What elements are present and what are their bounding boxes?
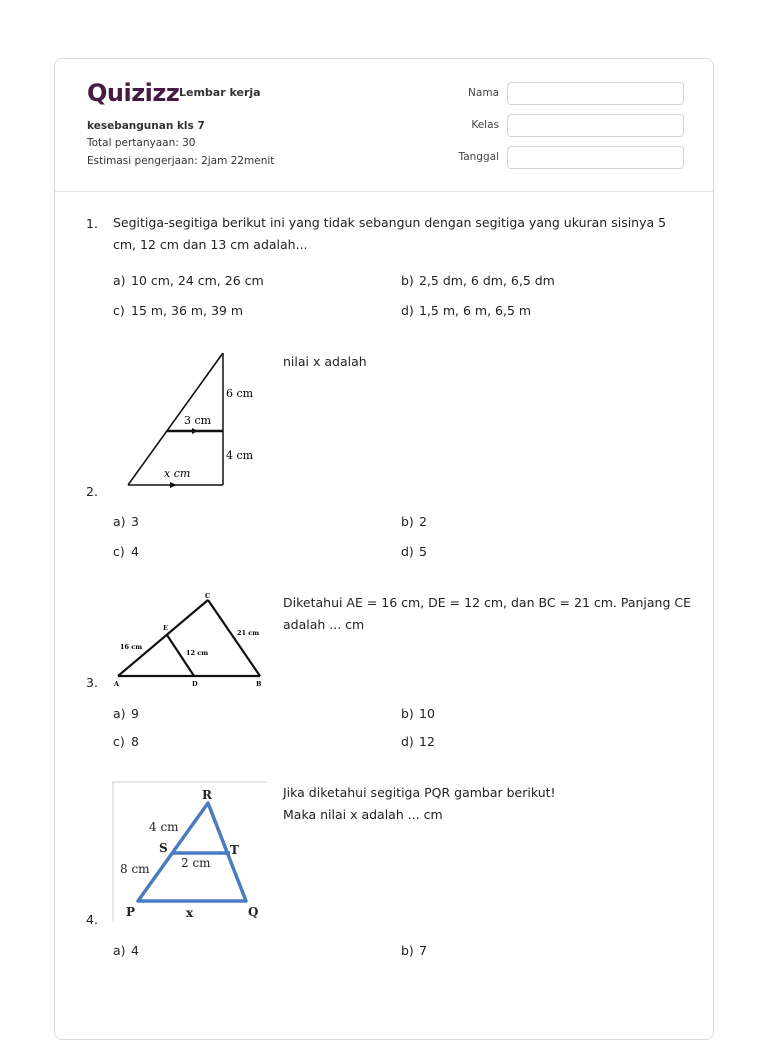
question-3-text-line-1: Diketahui AE = 16 cm, DE = 12 cm, dan BC = 21 cm. Panjang CE — [283, 595, 692, 610]
question-1-number: 1. — [86, 216, 98, 231]
question-1-option-a[interactable]: a) 10 cm, 24 cm, 26 cm — [113, 273, 264, 288]
question-3-text-line-2: adalah ... cm — [283, 617, 365, 632]
figure-label-3cm: 3 cm — [184, 414, 212, 427]
figure-label-16cm: 16 cm — [120, 643, 143, 651]
question-3-figure — [110, 588, 270, 692]
question-3-option-a[interactable]: a) 9 — [113, 706, 139, 721]
question-3-option-b[interactable]: b) 10 — [401, 706, 435, 721]
class-field[interactable] — [507, 114, 684, 137]
total-questions: Total pertanyaan: 30 — [87, 137, 196, 149]
date-field[interactable] — [507, 146, 684, 169]
question-2-option-a[interactable]: a) 3 — [113, 514, 139, 529]
estimated-time: Estimasi pengerjaan: 2jam 22menit — [87, 155, 275, 167]
figure-label-c: C — [205, 592, 211, 600]
question-4-number: 4. — [86, 912, 98, 927]
question-3-number: 3. — [86, 675, 98, 690]
figure-label-t: T — [230, 843, 239, 857]
question-2-option-c[interactable]: c) 4 — [113, 544, 139, 559]
question-2-option-b[interactable]: b) 2 — [401, 514, 427, 529]
figure-label-q: Q — [248, 905, 259, 919]
figure-label-x: x — [186, 906, 194, 920]
question-1-option-c[interactable]: c) 15 m, 36 m, 39 m — [113, 303, 244, 318]
figure-label-d: D — [192, 680, 198, 688]
figure-label-4cm: 4 cm — [149, 820, 179, 834]
worksheet-subtitle: Lembar kerja — [179, 86, 261, 99]
figure-label-6cm: 6 cm — [226, 387, 254, 400]
question-1-option-d[interactable]: d) 1,5 m, 6 m, 6,5 m — [401, 303, 532, 318]
question-2-text: nilai x adalah — [283, 354, 367, 369]
figure-label-8cm: 8 cm — [120, 862, 150, 876]
question-2-number: 2. — [86, 484, 98, 499]
question-1-text: Segitiga-segitiga berikut ini yang tidak sebangun dengan segitiga yang ukuran sisinya 5 cm, 12 cm dan 13 cm adalah... — [113, 215, 667, 252]
name-label: Nama — [468, 87, 499, 99]
question-4-option-a[interactable]: a) 4 — [113, 943, 139, 958]
figure-label-e: E — [163, 624, 168, 632]
name-field[interactable] — [507, 82, 684, 105]
figure-label-4cm: 4 cm — [226, 449, 254, 462]
worksheet-title: kesebangunan kls 7 — [87, 120, 205, 132]
quizizz-logo: Quizizz — [87, 79, 180, 107]
figure-label-2cm: 2 cm — [181, 856, 211, 870]
figure-label-s: S — [159, 841, 168, 855]
question-2-option-d[interactable]: d) 5 — [401, 544, 427, 559]
worksheet-header — [55, 59, 713, 192]
figure-label-r: R — [202, 788, 212, 802]
question-3-option-d[interactable]: d) 12 — [401, 734, 435, 749]
figure-label-12cm: 12 cm — [186, 649, 209, 657]
question-3-option-c[interactable]: c) 8 — [113, 734, 139, 749]
question-2-figure — [112, 345, 272, 495]
figure-label-xcm: x cm — [164, 467, 191, 480]
figure-label-a: A — [114, 680, 120, 688]
date-label: Tanggal — [458, 151, 499, 163]
question-4-figure — [112, 781, 268, 923]
figure-label-b: B — [256, 680, 262, 688]
question-4-option-b[interactable]: b) 7 — [401, 943, 427, 958]
figure-label-p: P — [126, 905, 136, 919]
question-4-text-line-2: Maka nilai x adalah ... cm — [283, 807, 443, 822]
class-label: Kelas — [471, 119, 499, 131]
figure-label-21cm: 21 cm — [237, 629, 260, 637]
question-4-text-line-1: Jika diketahui segitiga PQR gambar berikut! — [283, 785, 556, 800]
question-1-option-b[interactable]: b) 2,5 dm, 6 dm, 6,5 dm — [401, 273, 555, 288]
